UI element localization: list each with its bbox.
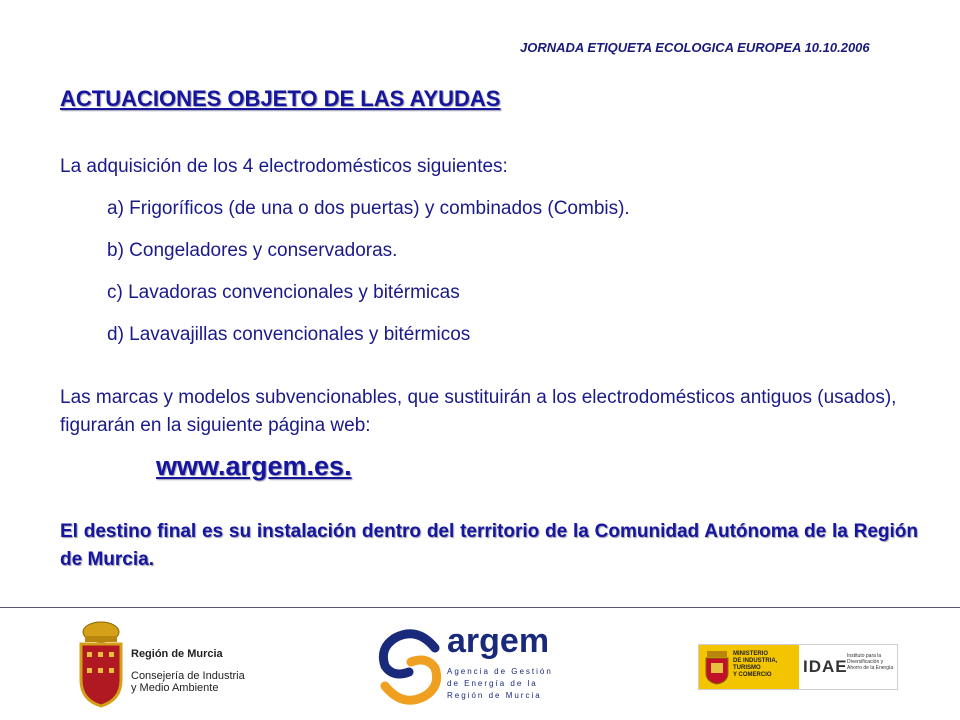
argem-tagline-line-3: Región de Murcia: [447, 691, 542, 700]
idae-sub-line-1: Instituto para la: [847, 653, 882, 659]
argem-tagline-line-2: de Energía de la: [447, 679, 538, 688]
department-name: [131, 670, 245, 694]
final-statement: El destino final es su instalación dentro del territorio de la Comunidad Autónoma de la Región de Murcia.: [60, 521, 918, 570]
argem-logo: [377, 624, 557, 710]
footer: [0, 612, 960, 720]
ministry-panel: [699, 645, 799, 689]
appliance-list: [107, 195, 630, 363]
list-item: d) Lavavajillas convencionales y bitérmicos: [107, 324, 471, 345]
argem-tagline-line-1: Agencia de Gestión: [447, 667, 553, 676]
argem-tagline: [447, 666, 553, 702]
idae-wordmark: IDAE: [803, 657, 848, 676]
ministry-line-3: Y COMERCIO: [733, 672, 772, 678]
page-title: ACTUACIONES OBJETO DE LAS AYUDAS: [60, 86, 501, 111]
department-line-2: y Medio Ambiente: [131, 682, 219, 694]
idae-subtitle: [847, 653, 895, 671]
intro-text: La adquisición de los 4 electrodomésticos siguientes:: [60, 156, 508, 177]
region-murcia-logo: [76, 618, 256, 708]
event-header: JORNADA ETIQUETA ECOLOGICA EUROPEA 10.10.2006: [520, 40, 870, 55]
ministry-idae-logo: [698, 644, 898, 690]
ministry-name: [733, 651, 799, 679]
info-paragraph: Las marcas y modelos subvencionables, que sustituirán a los electrodomésticos antiguos (usados), figurarán en la siguiente página web:: [60, 387, 897, 436]
region-name: Región de Murcia: [131, 648, 223, 660]
idae-sub-line-3: Ahorro de la Energía: [847, 665, 894, 671]
coat-of-arms-icon: [76, 618, 126, 708]
list-item: c) Lavadoras convencionales y bitérmicas: [107, 282, 460, 303]
spain-shield-icon: [703, 649, 731, 685]
argem-wordmark: argem: [447, 622, 550, 660]
ministry-line-2: DE INDUSTRIA, TURISMO: [733, 658, 778, 671]
ministry-line-1: MINISTERIO: [733, 651, 769, 657]
department-line-1: Consejería de Industria: [131, 670, 245, 682]
list-item: a) Frigoríficos (de una o dos puertas) y combinados (Combis).: [107, 198, 630, 219]
idae-sub-line-2: Diversificación y: [847, 659, 884, 665]
footer-divider: [0, 607, 960, 608]
argem-swirl-icon: [377, 628, 443, 708]
list-item: b) Congeladores y conservadoras.: [107, 240, 398, 261]
argem-website-link[interactable]: www.argem.es.: [156, 451, 352, 481]
